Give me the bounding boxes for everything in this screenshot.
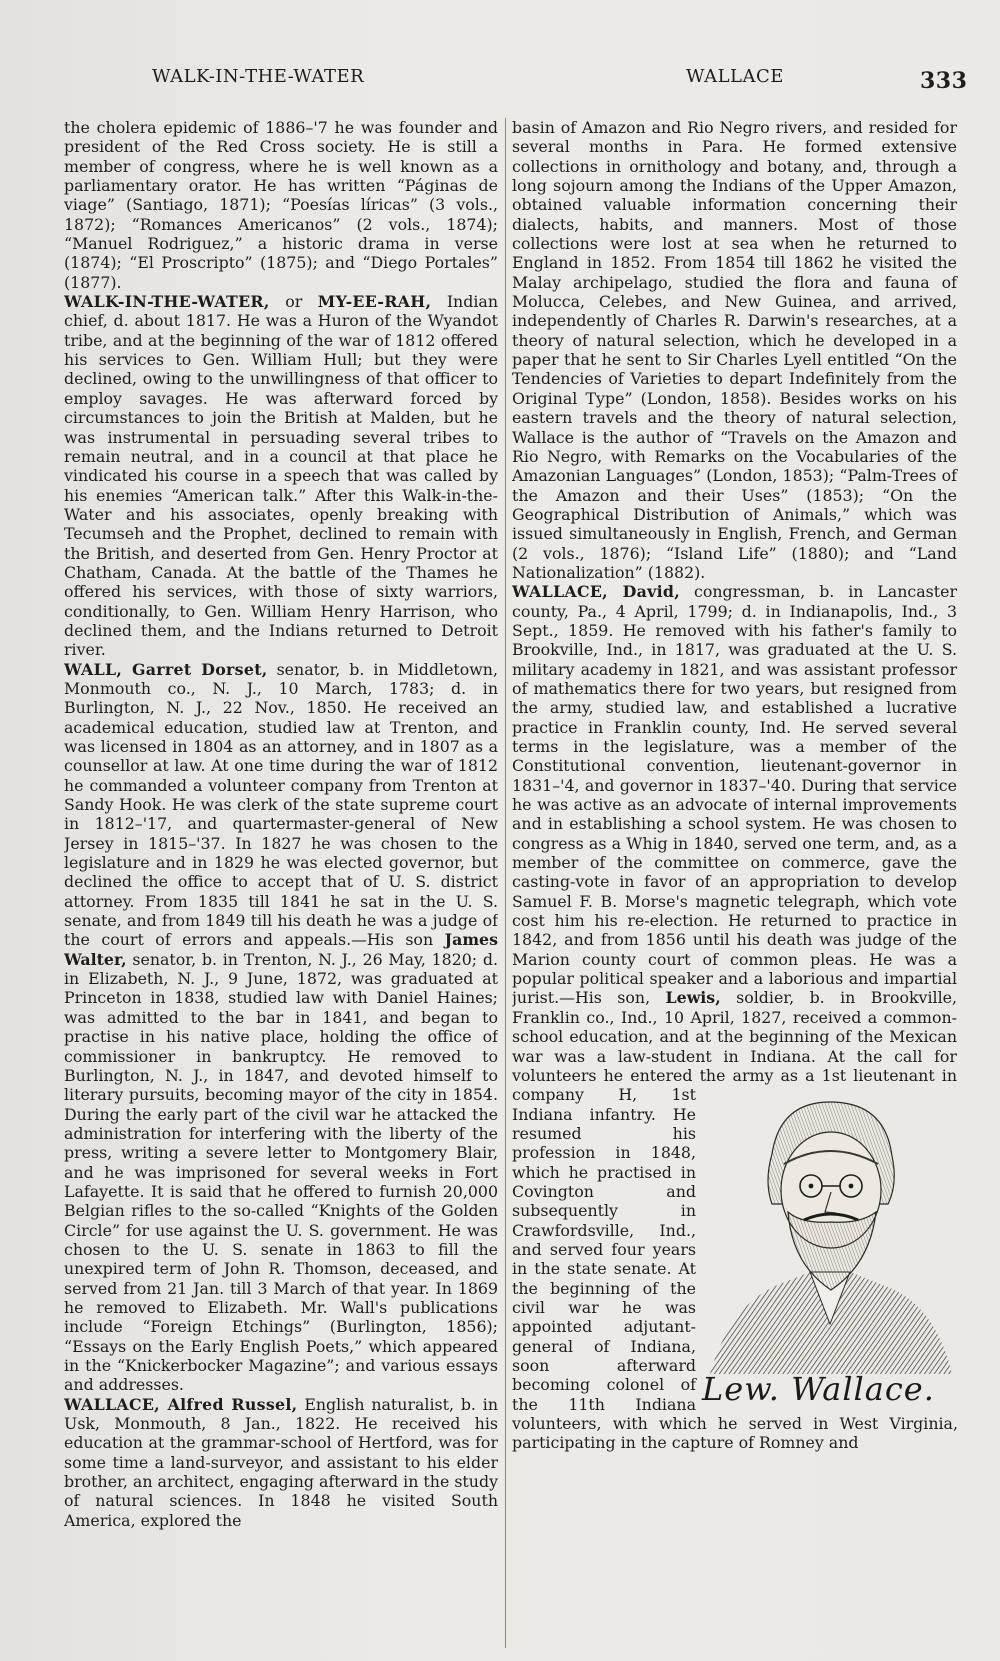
subentry-headword: James Walter, bbox=[64, 930, 498, 969]
paragraph-continuation: the cholera epidemic of 1886–'7 he was founder and president of the Red Cross society. He is still a member of congress, where he is well known as a parliamentary orator. He has written “Páginas de viage” (Santiago, 1871); “Poesías líricas” (3 vols., 1872); “Romances Americanos” (2 vols., 1874); “Manuel Rodriguez,” a historic drama in verse (1874); “El Proscripto” (1875); and “Diego Portales” (1877). bbox=[64, 118, 498, 292]
entry-connector: or bbox=[269, 292, 318, 312]
headword: WALK-IN-THE-WATER, bbox=[64, 292, 270, 312]
entry-text: Indian chief, d. about 1817. He was a Huron of the Wyandot tribe, and at the beginning of the war of 1812 offered his services to Gen. William Hull; but they were declined, owing to the unwillingness of that officer to employ savages. He was afterward forced by circumstances to join the British at Malden, but he was instrumental in persuading several tribes to remain neutral, and in a council at that place he vindicated his course in a speech that was called by his enemies “American talk.” After this Walk-in-the-Water and his associates, openly breaking with Tecumseh and the Prophet, declined to remain with the British, and deserted from Gen. Henry Proctor at Chatham, Canada. At the battle of the Thames he offered his services, with those of sixty warriors, conditionally, to Gen. William Henry Harrison, who declined them, and the Indians returned to Detroit river. bbox=[64, 292, 498, 660]
headword: WALL, Garret Dorset, bbox=[64, 659, 268, 679]
entry-text: English naturalist, b. in Usk, Monmouth, 8 Jan., 1822. He received his education at the grammar-school of Hertford, was for some time a land-surveyor, and assistant to his elder brother, an architect, engaging afterward in the study of natural sciences. In 1848 he visited South America, explored the bbox=[64, 1394, 498, 1530]
headword: WALLACE, David, bbox=[512, 582, 681, 602]
page-number: 333 bbox=[920, 68, 968, 94]
entry-wall-garret bbox=[64, 660, 498, 1395]
portrait-engraving bbox=[700, 1094, 960, 1416]
float-spacer bbox=[957, 118, 958, 1094]
entry-text: congressman, b. in Lancaster county, Pa., 4 April, 1799; d. in Indianapolis, Ind., 3 Sept., 1859. He removed with his father's family to Brookville, Ind., in 1817, was graduated at the U. S. military academy in 1821, and was assistant professor of mathematics there for two years, but resigned from the army, studied law, and established a lucrative practice in Franklin county, Ind. He served several terms in the legislature, was a member of the Constitutional convention, lieutenant-governor in 1831–'4, and governor in 1837–'40. During that service he was active as an advocate of internal improvements and in establishing a school system. He was chosen to congress as a Whig in 1840, served one term, and, as a member of the committee on commerce, gave the casting-vote in favor of an appropriation to develop Samuel F. B. Morse's magnetic telegraph, which vote cost him his re-election. He returned to practice in 1842, and from 1856 until his death was judge of the Marion county court of common pleas. He was a popular political speaker and a laborious and impartial jurist.—His son, bbox=[512, 582, 958, 1008]
entry-walk-in-the-water bbox=[64, 292, 498, 660]
running-head-right: WALLACE bbox=[686, 66, 784, 87]
right-column bbox=[512, 118, 958, 1648]
portrait-image bbox=[700, 1094, 960, 1374]
running-head-left: WALK-IN-THE-WATER bbox=[152, 66, 365, 87]
entry-wallace-alfred bbox=[64, 1395, 498, 1530]
headword-alt: MY-EE-RAH, bbox=[317, 292, 432, 312]
subentry-headword: Lewis, bbox=[665, 988, 721, 1008]
column-divider bbox=[505, 118, 506, 1648]
subentry-text: soldier, b. in Brookville, Franklin co., Ind., 10 April, 1827, received a common-school education, and at the beginning of the Mexican war was a law-student in Indiana. At the call for volunteers he entered the army as a 1st lieutenant in company H, 1st Indiana infantry. He resumed his profession in 1848, which he practised in Covington and subsequently in Crawfordsville, Ind., and served four years in the state senate. At the beginning of the civil war he was appointed adjutant-general of Indiana, soon afterward becoming colonel of the 11th Indiana volunteers, with which he served in West Virginia, participating in the capture of Romney and bbox=[512, 988, 958, 1453]
subentry-text: senator, b. in Trenton, N. J., 26 May, 1820; d. in Elizabeth, N. J., 9 June, 1872, was graduated at Princeton in 1838, studied law with Daniel Haines; was admitted to the bar in 1841, and began to practise in his native place, holding the office of commissioner in bankruptcy. He removed to Burlington, N. J., in 1847, and devoted himself to literary pursuits, becoming mayor of the city in 1854. During the early part of the civil war he attacked the administration for interfering with the liberty of the press, writing a severe letter to Montgomery Blair, and he was imprisoned for several weeks in Fort Lafayette. It is said that he offered to furnish 20,000 Belgian rifles to the so-called “Knights of the Golden Circle” for use against the U. S. government. He was chosen to the U. S. senate in 1863 to fill the unexpired term of John R. Thomson, deceased, and served from 21 Jan. till 3 March of that year. In 1869 he removed to Elizabeth. Mr. Wall's publications include “Foreign Etchings” (Burlington, 1856); “Essays on the Early English Poets,” which appeared in the “Knickerbocker Magazine”; and various essays and addresses. bbox=[64, 949, 498, 1395]
entry-text: senator, b. in Middletown, Monmouth co., N. J., 10 March, 1783; d. in Burlington, N. J., 22 Nov., 1850. He received an academical education, studied law at Trenton, and was licensed in 1804 as an attorney, and in 1807 as a counsellor at law. At one time during the war of 1812 he commanded a volunteer company from Trenton at Sandy Hook. He was clerk of the state supreme court in 1812–'17, and quartermaster-general of New Jersey in 1815–'37. In 1827 he was chosen to the legislature and in 1829 he was elected governor, but declined the office to accept that of U. S. district attorney. From 1835 till 1841 he sat in the U. S. senate, and from 1849 till his death he was a judge of the court of errors and appeals.—His son bbox=[64, 659, 498, 950]
paragraph-continuation: basin of Amazon and Rio Negro rivers, and resided for several months in Para. He formed extensive collections in ornithology and botany, and, through a long sojourn among the Indians of the Upper Amazon, obtained valuable information concerning their dialects, habits, and manners. Most of those collections were lost at sea when he returned to England in 1852. From 1854 till 1862 he visited the Malay archipelago, studied the flora and fauna of Molucca, Celebes, and New Guinea, and arrived, independently of Charles R. Darwin's researches, at a theory of natural selection, which he developed in a paper that he sent to Sir Charles Lyell entitled “On the Tendencies of Varieties to depart Indefinitely from the Original Type” (London, 1858). Besides works on his eastern travels and the theory of natural selection, Wallace is the author of “Travels on the Amazon and Rio Negro, with Remarks on the Vocabularies of the Amazonian Languages” (London, 1853); “Palm-Trees of the Amazon and their Uses” (1853); “On the Geographical Distribution of Animals,” which was issued simultaneously in English, French, and German (2 vols., 1876); “Island Life” (1880); and “Land Nationalization” (1882). bbox=[512, 118, 957, 582]
left-column bbox=[64, 118, 498, 1648]
signature: Lew. Wallace. bbox=[702, 1370, 935, 1408]
headword: WALLACE, Alfred Russel, bbox=[64, 1394, 298, 1414]
